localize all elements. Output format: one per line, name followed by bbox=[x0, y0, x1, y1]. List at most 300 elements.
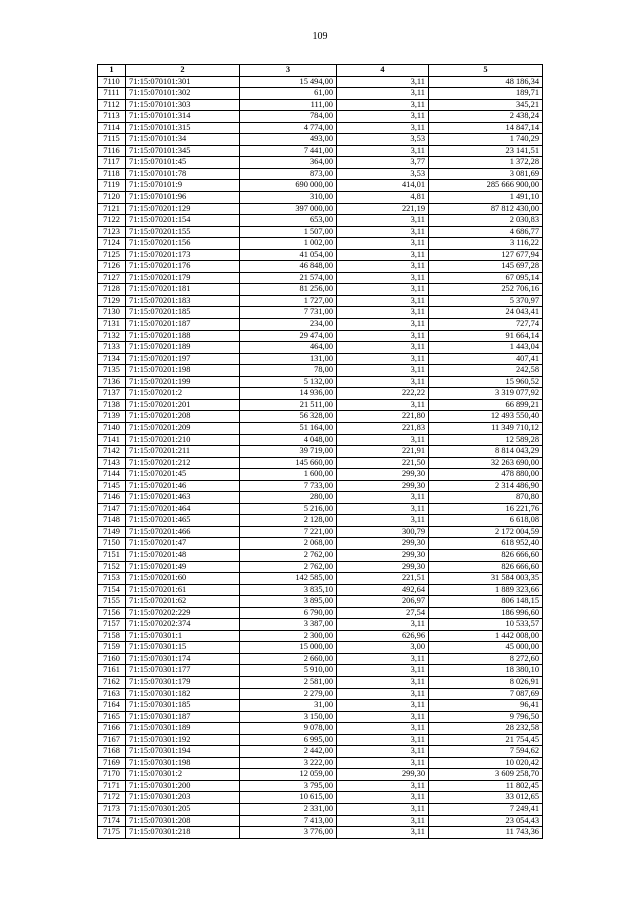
row-number-cell: 7137 bbox=[98, 388, 126, 400]
table-row bbox=[98, 330, 543, 342]
area-cell: 2 442,00 bbox=[240, 746, 337, 758]
value-cell: 252 706,16 bbox=[429, 284, 543, 296]
area-cell: 6 790,00 bbox=[240, 607, 337, 619]
cadastral-number-cell: 71:15:070201:189 bbox=[126, 342, 240, 354]
area-cell: 2 279,00 bbox=[240, 688, 337, 700]
area-cell: 2 762,00 bbox=[240, 561, 337, 573]
value-cell: 31 584 003,35 bbox=[429, 573, 543, 585]
value-cell: 189,71 bbox=[429, 88, 543, 100]
table-row bbox=[98, 376, 543, 388]
row-number-cell: 7173 bbox=[98, 804, 126, 816]
rate-cell: 3,11 bbox=[337, 711, 429, 723]
rate-cell: 3,11 bbox=[337, 215, 429, 227]
table-row bbox=[98, 261, 543, 273]
cadastral-number-cell: 71:15:070201:463 bbox=[126, 492, 240, 504]
rate-cell: 3,11 bbox=[337, 700, 429, 712]
value-cell: 6 618,08 bbox=[429, 515, 543, 527]
row-number-cell: 7141 bbox=[98, 434, 126, 446]
value-cell: 23 141,51 bbox=[429, 145, 543, 157]
cadastral-number-cell: 71:15:070201:187 bbox=[126, 319, 240, 331]
table-row bbox=[98, 700, 543, 712]
cadastral-number-cell: 71:15:070201:210 bbox=[126, 434, 240, 446]
cadastral-number-cell: 71:15:070201:61 bbox=[126, 584, 240, 596]
cadastral-number-cell: 71:15:070301:179 bbox=[126, 676, 240, 688]
rate-cell: 3,11 bbox=[337, 804, 429, 816]
rate-cell: 300,79 bbox=[337, 526, 429, 538]
value-cell: 8 272,60 bbox=[429, 653, 543, 665]
area-cell: 4 048,00 bbox=[240, 434, 337, 446]
row-number-cell: 7136 bbox=[98, 376, 126, 388]
area-cell: 7 441,00 bbox=[240, 145, 337, 157]
area-cell: 46 848,00 bbox=[240, 261, 337, 273]
rate-cell: 3,11 bbox=[337, 353, 429, 365]
value-cell: 727,74 bbox=[429, 319, 543, 331]
table-row bbox=[98, 746, 543, 758]
cadastral-number-cell: 71:15:070301:187 bbox=[126, 711, 240, 723]
table-row bbox=[98, 238, 543, 250]
area-cell: 61,00 bbox=[240, 88, 337, 100]
value-cell: 4 686,77 bbox=[429, 226, 543, 238]
cadastral-number-cell: 71:15:070301:174 bbox=[126, 653, 240, 665]
table-row bbox=[98, 815, 543, 827]
area-cell: 3 776,00 bbox=[240, 827, 337, 839]
area-cell: 4 774,00 bbox=[240, 122, 337, 134]
value-cell: 8 026,91 bbox=[429, 676, 543, 688]
table-row bbox=[98, 272, 543, 284]
cadastral-number-cell: 71:15:070301:192 bbox=[126, 734, 240, 746]
cadastral-number-cell: 71:15:070101:345 bbox=[126, 145, 240, 157]
cadastral-number-cell: 71:15:070201:156 bbox=[126, 238, 240, 250]
area-cell: 3 835,10 bbox=[240, 584, 337, 596]
area-cell: 78,00 bbox=[240, 365, 337, 377]
area-cell: 6 995,00 bbox=[240, 734, 337, 746]
table-row bbox=[98, 134, 543, 146]
cadastral-number-cell: 71:15:070301:177 bbox=[126, 665, 240, 677]
area-cell: 873,00 bbox=[240, 168, 337, 180]
value-cell: 145 697,28 bbox=[429, 261, 543, 273]
cadastral-number-cell: 71:15:070201:198 bbox=[126, 365, 240, 377]
rate-cell: 3,11 bbox=[337, 122, 429, 134]
rate-cell: 3,11 bbox=[337, 434, 429, 446]
table-row bbox=[98, 192, 543, 204]
cadastral-number-cell: 71:15:070101:78 bbox=[126, 168, 240, 180]
value-cell: 186 996,60 bbox=[429, 607, 543, 619]
row-number-cell: 7133 bbox=[98, 342, 126, 354]
value-cell: 1 443,04 bbox=[429, 342, 543, 354]
table-row bbox=[98, 653, 543, 665]
area-cell: 56 328,00 bbox=[240, 411, 337, 423]
rate-cell: 3,11 bbox=[337, 619, 429, 631]
area-cell: 3 895,00 bbox=[240, 596, 337, 608]
rate-cell: 626,96 bbox=[337, 630, 429, 642]
rate-cell: 221,51 bbox=[337, 573, 429, 585]
table-row bbox=[98, 757, 543, 769]
cadastral-number-cell: 71:15:070201:208 bbox=[126, 411, 240, 423]
table-row bbox=[98, 226, 543, 238]
value-cell: 3 319 077,92 bbox=[429, 388, 543, 400]
row-number-cell: 7166 bbox=[98, 723, 126, 735]
area-cell: 1 002,00 bbox=[240, 238, 337, 250]
area-cell: 1 600,00 bbox=[240, 469, 337, 481]
area-cell: 21 511,00 bbox=[240, 399, 337, 411]
cadastral-number-cell: 71:15:070201:212 bbox=[126, 457, 240, 469]
area-cell: 2 331,00 bbox=[240, 804, 337, 816]
value-cell: 12 493 550,40 bbox=[429, 411, 543, 423]
rate-cell: 3,11 bbox=[337, 734, 429, 746]
area-cell: 9 078,00 bbox=[240, 723, 337, 735]
value-cell: 91 664,14 bbox=[429, 330, 543, 342]
row-number-cell: 7112 bbox=[98, 99, 126, 111]
rate-cell: 3,11 bbox=[337, 307, 429, 319]
table-row bbox=[98, 526, 543, 538]
cadastral-number-cell: 71:15:070301:205 bbox=[126, 804, 240, 816]
row-number-cell: 7120 bbox=[98, 192, 126, 204]
rate-cell: 3,11 bbox=[337, 342, 429, 354]
rate-cell: 3,77 bbox=[337, 157, 429, 169]
rate-cell: 3,11 bbox=[337, 746, 429, 758]
table-row bbox=[98, 619, 543, 631]
cadastral-number-cell: 71:15:070301:200 bbox=[126, 780, 240, 792]
table-row bbox=[98, 469, 543, 481]
area-cell: 81 256,00 bbox=[240, 284, 337, 296]
rate-cell: 3,11 bbox=[337, 261, 429, 273]
row-number-cell: 7175 bbox=[98, 827, 126, 839]
table-row bbox=[98, 353, 543, 365]
cadastral-number-cell: 71:15:070101:96 bbox=[126, 192, 240, 204]
cadastral-number-cell: 71:15:070201:181 bbox=[126, 284, 240, 296]
row-number-cell: 7149 bbox=[98, 526, 126, 538]
row-number-cell: 7159 bbox=[98, 642, 126, 654]
value-cell: 2 030,83 bbox=[429, 215, 543, 227]
row-number-cell: 7164 bbox=[98, 700, 126, 712]
cadastral-number-cell: 71:15:070201:183 bbox=[126, 295, 240, 307]
table-row bbox=[98, 76, 543, 88]
row-number-cell: 7119 bbox=[98, 180, 126, 192]
row-number-cell: 7168 bbox=[98, 746, 126, 758]
area-cell: 5 216,00 bbox=[240, 503, 337, 515]
cadastral-number-cell: 71:15:070101:315 bbox=[126, 122, 240, 134]
table-row bbox=[98, 215, 543, 227]
value-cell: 48 186,34 bbox=[429, 76, 543, 88]
row-number-cell: 7155 bbox=[98, 596, 126, 608]
table-row bbox=[98, 446, 543, 458]
value-cell: 87 812 430,00 bbox=[429, 203, 543, 215]
cadastral-number-cell: 71:15:070101:45 bbox=[126, 157, 240, 169]
cadastral-number-cell: 71:15:070201:185 bbox=[126, 307, 240, 319]
value-cell: 1 372,28 bbox=[429, 157, 543, 169]
rate-cell: 3,00 bbox=[337, 642, 429, 654]
row-number-cell: 7145 bbox=[98, 480, 126, 492]
row-number-cell: 7116 bbox=[98, 145, 126, 157]
cadastral-number-cell: 71:15:070201:209 bbox=[126, 422, 240, 434]
column-header: 3 bbox=[240, 65, 337, 77]
area-cell: 7 413,00 bbox=[240, 815, 337, 827]
rate-cell: 3,11 bbox=[337, 827, 429, 839]
area-cell: 2 300,00 bbox=[240, 630, 337, 642]
value-cell: 127 677,94 bbox=[429, 249, 543, 261]
value-cell: 9 796,50 bbox=[429, 711, 543, 723]
row-number-cell: 7169 bbox=[98, 757, 126, 769]
row-number-cell: 7163 bbox=[98, 688, 126, 700]
value-cell: 826 666,60 bbox=[429, 561, 543, 573]
rate-cell: 3,11 bbox=[337, 145, 429, 157]
value-cell: 45 000,00 bbox=[429, 642, 543, 654]
value-cell: 23 054,43 bbox=[429, 815, 543, 827]
area-cell: 5 910,00 bbox=[240, 665, 337, 677]
table-row bbox=[98, 792, 543, 804]
cadastral-number-cell: 71:15:070201:176 bbox=[126, 261, 240, 273]
value-cell: 15 960,52 bbox=[429, 376, 543, 388]
rate-cell: 3,11 bbox=[337, 238, 429, 250]
table-row bbox=[98, 342, 543, 354]
rate-cell: 299,30 bbox=[337, 561, 429, 573]
value-cell: 3 116,22 bbox=[429, 238, 543, 250]
data-table bbox=[97, 64, 543, 839]
row-number-cell: 7139 bbox=[98, 411, 126, 423]
area-cell: 1 727,00 bbox=[240, 295, 337, 307]
row-number-cell: 7118 bbox=[98, 168, 126, 180]
area-cell: 15 000,00 bbox=[240, 642, 337, 654]
value-cell: 5 370,97 bbox=[429, 295, 543, 307]
cadastral-number-cell: 71:15:070201:60 bbox=[126, 573, 240, 585]
cadastral-number-cell: 71:15:070201:201 bbox=[126, 399, 240, 411]
row-number-cell: 7171 bbox=[98, 780, 126, 792]
area-cell: 111,00 bbox=[240, 99, 337, 111]
table-row bbox=[98, 665, 543, 677]
table-row bbox=[98, 88, 543, 100]
value-cell: 2 314 486,90 bbox=[429, 480, 543, 492]
rate-cell: 3,11 bbox=[337, 665, 429, 677]
rate-cell: 299,30 bbox=[337, 480, 429, 492]
value-cell: 10 020,42 bbox=[429, 757, 543, 769]
value-cell: 1 889 323,66 bbox=[429, 584, 543, 596]
table-row bbox=[98, 295, 543, 307]
area-cell: 397 000,00 bbox=[240, 203, 337, 215]
row-number-cell: 7126 bbox=[98, 261, 126, 273]
table-row bbox=[98, 422, 543, 434]
area-cell: 1 507,00 bbox=[240, 226, 337, 238]
rate-cell: 4,81 bbox=[337, 192, 429, 204]
rate-cell: 3,11 bbox=[337, 792, 429, 804]
area-cell: 145 660,00 bbox=[240, 457, 337, 469]
rate-cell: 414,01 bbox=[337, 180, 429, 192]
table-body bbox=[98, 76, 543, 838]
cadastral-number-cell: 71:15:070201:48 bbox=[126, 549, 240, 561]
cadastral-number-cell: 71:15:070201:129 bbox=[126, 203, 240, 215]
row-number-cell: 7144 bbox=[98, 469, 126, 481]
rate-cell: 3,11 bbox=[337, 76, 429, 88]
table-row bbox=[98, 642, 543, 654]
value-cell: 2 172 004,59 bbox=[429, 526, 543, 538]
column-header: 4 bbox=[337, 65, 429, 77]
cadastral-number-cell: 71:15:070301:198 bbox=[126, 757, 240, 769]
row-number-cell: 7113 bbox=[98, 111, 126, 123]
cadastral-number-cell: 71:15:070101:9 bbox=[126, 180, 240, 192]
row-number-cell: 7142 bbox=[98, 446, 126, 458]
row-number-cell: 7154 bbox=[98, 584, 126, 596]
table-row bbox=[98, 515, 543, 527]
table-row bbox=[98, 573, 543, 585]
value-cell: 11 349 710,12 bbox=[429, 422, 543, 434]
rate-cell: 3,11 bbox=[337, 330, 429, 342]
cadastral-number-cell: 71:15:070201:47 bbox=[126, 538, 240, 550]
value-cell: 12 589,28 bbox=[429, 434, 543, 446]
rate-cell: 3,11 bbox=[337, 492, 429, 504]
cadastral-number-cell: 71:15:070101:302 bbox=[126, 88, 240, 100]
area-cell: 12 059,00 bbox=[240, 769, 337, 781]
table-row bbox=[98, 388, 543, 400]
cadastral-number-cell: 71:15:070201:46 bbox=[126, 480, 240, 492]
cadastral-number-cell: 71:15:070301:15 bbox=[126, 642, 240, 654]
table-row bbox=[98, 249, 543, 261]
row-number-cell: 7147 bbox=[98, 503, 126, 515]
rate-cell: 221,91 bbox=[337, 446, 429, 458]
row-number-cell: 7143 bbox=[98, 457, 126, 469]
value-cell: 18 380,10 bbox=[429, 665, 543, 677]
row-number-cell: 7124 bbox=[98, 238, 126, 250]
value-cell: 3 609 258,70 bbox=[429, 769, 543, 781]
area-cell: 464,00 bbox=[240, 342, 337, 354]
rate-cell: 3,11 bbox=[337, 815, 429, 827]
cadastral-number-cell: 71:15:070201:62 bbox=[126, 596, 240, 608]
row-number-cell: 7146 bbox=[98, 492, 126, 504]
table-row bbox=[98, 168, 543, 180]
column-header: 5 bbox=[429, 65, 543, 77]
area-cell: 39 719,00 bbox=[240, 446, 337, 458]
cadastral-number-cell: 71:15:070101:301 bbox=[126, 76, 240, 88]
area-cell: 784,00 bbox=[240, 111, 337, 123]
cadastral-number-cell: 71:15:070201:2 bbox=[126, 388, 240, 400]
value-cell: 24 043,41 bbox=[429, 307, 543, 319]
table-row bbox=[98, 549, 543, 561]
table-row bbox=[98, 111, 543, 123]
table-row bbox=[98, 457, 543, 469]
row-number-cell: 7152 bbox=[98, 561, 126, 573]
cadastral-number-cell: 71:15:070201:465 bbox=[126, 515, 240, 527]
area-cell: 142 585,00 bbox=[240, 573, 337, 585]
rate-cell: 3,11 bbox=[337, 653, 429, 665]
rate-cell: 3,53 bbox=[337, 168, 429, 180]
area-cell: 3 150,00 bbox=[240, 711, 337, 723]
row-number-cell: 7114 bbox=[98, 122, 126, 134]
cadastral-number-cell: 71:15:070101:34 bbox=[126, 134, 240, 146]
cadastral-number-cell: 71:15:070202:229 bbox=[126, 607, 240, 619]
cadastral-number-cell: 71:15:070201:173 bbox=[126, 249, 240, 261]
table-row bbox=[98, 157, 543, 169]
cadastral-number-cell: 71:15:070201:199 bbox=[126, 376, 240, 388]
rate-cell: 3,11 bbox=[337, 226, 429, 238]
value-cell: 242,58 bbox=[429, 365, 543, 377]
table-row bbox=[98, 827, 543, 839]
cadastral-number-cell: 71:15:070201:45 bbox=[126, 469, 240, 481]
table-row bbox=[98, 411, 543, 423]
rate-cell: 3,11 bbox=[337, 688, 429, 700]
row-number-cell: 7172 bbox=[98, 792, 126, 804]
value-cell: 285 666 900,00 bbox=[429, 180, 543, 192]
table-row bbox=[98, 538, 543, 550]
cadastral-number-cell: 71:15:070301:182 bbox=[126, 688, 240, 700]
value-cell: 14 847,14 bbox=[429, 122, 543, 134]
value-cell: 8 814 043,29 bbox=[429, 446, 543, 458]
rate-cell: 3,11 bbox=[337, 111, 429, 123]
table-row bbox=[98, 596, 543, 608]
table-row bbox=[98, 769, 543, 781]
rate-cell: 3,53 bbox=[337, 134, 429, 146]
cadastral-number-cell: 71:15:070101:303 bbox=[126, 99, 240, 111]
rate-cell: 492,64 bbox=[337, 584, 429, 596]
table-row bbox=[98, 99, 543, 111]
table-row bbox=[98, 319, 543, 331]
value-cell: 33 012,65 bbox=[429, 792, 543, 804]
rate-cell: 221,80 bbox=[337, 411, 429, 423]
table-row bbox=[98, 480, 543, 492]
value-cell: 1 442 008,00 bbox=[429, 630, 543, 642]
row-number-cell: 7129 bbox=[98, 295, 126, 307]
cadastral-number-cell: 71:15:070201:197 bbox=[126, 353, 240, 365]
area-cell: 2 762,00 bbox=[240, 549, 337, 561]
value-cell: 3 081,69 bbox=[429, 168, 543, 180]
rate-cell: 3,11 bbox=[337, 503, 429, 515]
area-cell: 2 581,00 bbox=[240, 676, 337, 688]
table-row bbox=[98, 180, 543, 192]
rate-cell: 3,11 bbox=[337, 365, 429, 377]
row-number-cell: 7148 bbox=[98, 515, 126, 527]
area-cell: 10 615,00 bbox=[240, 792, 337, 804]
page-number: 109 bbox=[312, 31, 328, 42]
row-number-cell: 7158 bbox=[98, 630, 126, 642]
row-number-cell: 7174 bbox=[98, 815, 126, 827]
rate-cell: 221,83 bbox=[337, 422, 429, 434]
rate-cell: 3,11 bbox=[337, 249, 429, 261]
rate-cell: 3,11 bbox=[337, 272, 429, 284]
table-row bbox=[98, 561, 543, 573]
value-cell: 16 221,76 bbox=[429, 503, 543, 515]
row-number-cell: 7135 bbox=[98, 365, 126, 377]
area-cell: 653,00 bbox=[240, 215, 337, 227]
cadastral-number-cell: 71:15:070201:466 bbox=[126, 526, 240, 538]
rate-cell: 299,30 bbox=[337, 769, 429, 781]
value-cell: 67 095,14 bbox=[429, 272, 543, 284]
cadastral-number-cell: 71:15:070201:211 bbox=[126, 446, 240, 458]
table-row bbox=[98, 503, 543, 515]
rate-cell: 3,11 bbox=[337, 376, 429, 388]
area-cell: 21 574,00 bbox=[240, 272, 337, 284]
rate-cell: 3,11 bbox=[337, 99, 429, 111]
cadastral-number-cell: 71:15:070201:154 bbox=[126, 215, 240, 227]
value-cell: 7 594,62 bbox=[429, 746, 543, 758]
cadastral-number-cell: 71:15:070301:189 bbox=[126, 723, 240, 735]
row-number-cell: 7121 bbox=[98, 203, 126, 215]
row-number-cell: 7132 bbox=[98, 330, 126, 342]
row-number-cell: 7160 bbox=[98, 653, 126, 665]
value-cell: 870,80 bbox=[429, 492, 543, 504]
row-number-cell: 7161 bbox=[98, 665, 126, 677]
column-header: 1 bbox=[98, 65, 126, 77]
value-cell: 32 263 690,00 bbox=[429, 457, 543, 469]
table-row bbox=[98, 434, 543, 446]
row-number-cell: 7157 bbox=[98, 619, 126, 631]
area-cell: 41 054,00 bbox=[240, 249, 337, 261]
cadastral-number-cell: 71:15:070201:188 bbox=[126, 330, 240, 342]
row-number-cell: 7130 bbox=[98, 307, 126, 319]
rate-cell: 3,11 bbox=[337, 515, 429, 527]
rate-cell: 3,11 bbox=[337, 780, 429, 792]
table-row bbox=[98, 145, 543, 157]
row-number-cell: 7115 bbox=[98, 134, 126, 146]
rate-cell: 206,97 bbox=[337, 596, 429, 608]
rate-cell: 221,19 bbox=[337, 203, 429, 215]
area-cell: 3 222,00 bbox=[240, 757, 337, 769]
